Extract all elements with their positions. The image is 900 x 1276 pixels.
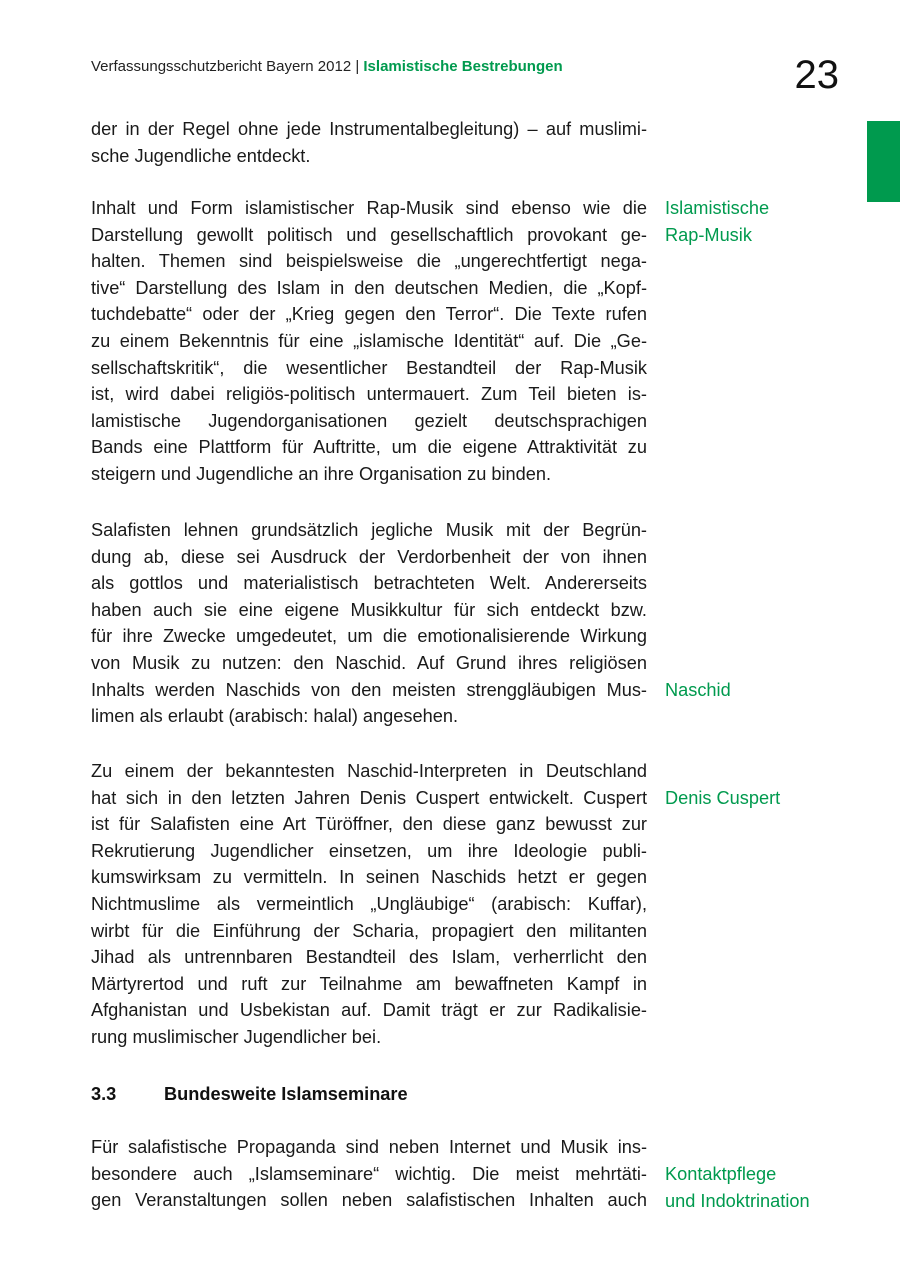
text-line: halten. Themen sind beispielsweise die „ungerechtfertigt nega- — [91, 251, 647, 272]
section-heading — [91, 1081, 408, 1107]
margin-note-kontaktpflege — [665, 1161, 810, 1214]
text-line: Salafisten lehnen grundsätzlich jegliche Musik mit der Begrün- — [91, 520, 647, 540]
paragraph-1 — [91, 116, 647, 169]
text-line: hat sich in den letzten Jahren Denis Cuspert entwickelt. Cuspert — [91, 787, 647, 808]
text-line: Inhalts werden Naschids von den meisten strenggläubigen Mus- — [91, 679, 647, 700]
text-line: besondere auch „Islamseminare“ wichtig. Die meist mehrtäti- — [91, 1163, 647, 1184]
text-line: sche Jugendliche entdeckt. — [91, 145, 311, 166]
text-line: dung ab, diese sei Ausdruck der Verdorbenheit der von ihnen — [91, 546, 647, 567]
text-line: Rekrutierung Jugendlicher einsetzen, um ihre Ideologie publi- — [91, 840, 647, 861]
section-number: 3.3 — [91, 1084, 117, 1104]
text-line: haben auch sie eine eigene Musikkultur für sich entdeckt bzw. — [91, 599, 647, 620]
margin-note-rap-musik — [665, 195, 769, 248]
text-line: Jihad als untrennbaren Bestandteil des Islam, verherrlicht den — [91, 947, 647, 968]
chapter-tab-marker — [867, 121, 900, 202]
margin-note-line: Islamistische — [665, 198, 770, 218]
report-title: Verfassungsschutzbericht Bayern 2012 — [91, 58, 352, 75]
page-number: 23 — [794, 53, 839, 97]
margin-note-line: Rap-Musik — [665, 224, 752, 245]
text-line: ist, wird dabei religiös-politisch untermauert. Zum Teil bieten is- — [91, 384, 647, 405]
text-line: tuchdebatte“ oder der „Krieg gegen den Terror“. Die Texte rufen — [91, 304, 647, 325]
text-line: Bands eine Plattform für Auftritte, um die eigene Attraktivität zu — [91, 437, 647, 458]
text-line: Nichtmuslime als vermeintlich „Ungläubige“ (arabisch: Kuffar), — [91, 893, 647, 914]
text-line: Zu einem der bekanntesten Naschid-Interpreten in Deutschland — [91, 761, 647, 781]
text-line: Inhalt und Form islamistischer Rap-Musik sind ebenso wie die — [91, 198, 647, 218]
text-line: von Musik zu nutzen: den Naschid. Auf Grund ihres religiösen — [91, 652, 647, 673]
text-line: der in der Regel ohne jede Instrumentalbegleitung) – auf muslimi- — [91, 119, 647, 139]
text-line: Für salafistische Propaganda sind neben Internet und Musik ins- — [91, 1137, 647, 1157]
paragraph-4 — [91, 758, 647, 1051]
margin-note-line: Denis Cuspert — [665, 788, 781, 808]
margin-note-naschid — [665, 677, 731, 704]
header-separator: | — [351, 58, 364, 75]
text-line: gen Veranstaltungen sollen neben salafistischen Inhalten auch — [91, 1190, 647, 1211]
text-line: Afghanistan und Usbekistan auf. Damit trägt er zur Radikalisie- — [91, 1000, 647, 1021]
running-header — [91, 57, 563, 77]
text-line: Darstellung gewollt politisch und gesellschaftlich provokant ge- — [91, 224, 647, 245]
text-line: für ihre Zwecke umgedeutet, um die emotionalisierende Wirkung — [91, 626, 647, 647]
text-line: lamistische Jugendorganisationen gezielt deutschsprachigen — [91, 410, 647, 431]
text-line: steigern und Jugendliche an ihre Organisation zu binden. — [91, 463, 552, 484]
margin-note-denis-cuspert — [665, 785, 780, 812]
text-line: rung muslimischer Jugendlicher bei. — [91, 1026, 382, 1047]
section-title: Islamistische Bestrebungen — [363, 58, 563, 75]
text-line: limen als erlaubt (arabisch: halal) angesehen. — [91, 706, 458, 727]
text-line: sellschaftskritik“, die wesentlicher Bestandteil der Rap-Musik — [91, 357, 647, 378]
paragraph-3 — [91, 517, 647, 730]
text-line: tive“ Darstellung des Islam in den deutschen Medien, die „Kopf- — [91, 277, 647, 298]
text-line: wirbt für die Einführung der Scharia, propagiert den militanten — [91, 920, 647, 941]
margin-note-line: und Indoktrination — [665, 1190, 810, 1211]
margin-note-line: Naschid — [665, 680, 731, 700]
section-heading-title: Bundesweite Islamseminare — [164, 1084, 408, 1104]
paragraph-2 — [91, 195, 647, 488]
text-line: zu einem Bekenntnis für eine „islamische Identität“ auf. Die „Ge- — [91, 330, 647, 351]
text-line: ist für Salafisten eine Art Türöffner, den diese ganz bewusst zur — [91, 814, 647, 835]
paragraph-5 — [91, 1134, 647, 1214]
text-line: Märtyrertod und ruft zur Teilnahme am bewaffneten Kampf in — [91, 973, 647, 994]
margin-note-line: Kontaktpflege — [665, 1164, 777, 1184]
text-line: kumswirksam zu vermitteln. In seinen Naschids hetzt er gegen — [91, 867, 647, 888]
text-line: als gottlos und materialistisch betrachteten Welt. Andererseits — [91, 573, 647, 594]
